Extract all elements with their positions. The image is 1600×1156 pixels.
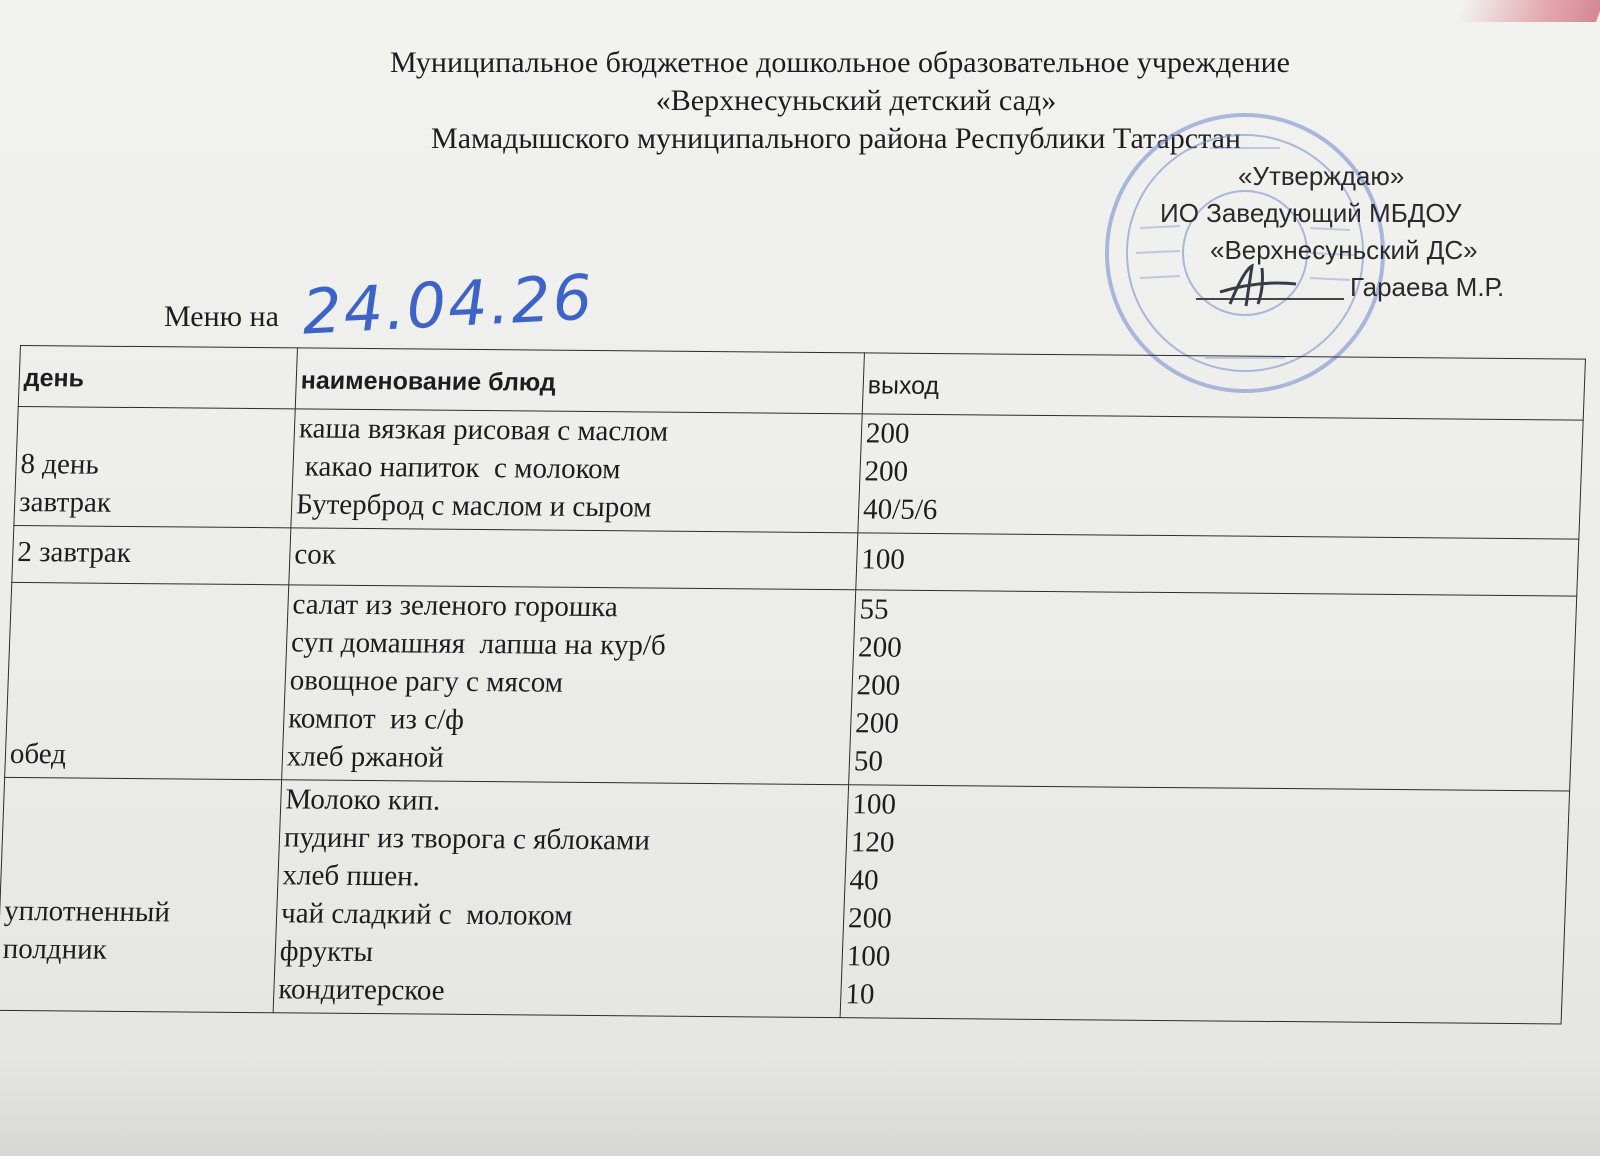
day-cell (0, 777, 282, 1012)
dish-item: каша вязкая рисовая с маслом (298, 412, 669, 448)
dish-item: хлеб пшен. (282, 859, 421, 893)
dish-item: какао напиток с молоком (297, 450, 622, 486)
output-value: 200 (854, 707, 900, 740)
dish-item: сок (293, 538, 337, 571)
menu-table (0, 345, 1586, 1024)
institution-name-line3: Мамадышского муниципального района Республики Татарстан (431, 122, 1241, 155)
menu-date-handwritten: 24.04.26 (300, 260, 596, 349)
dish-item: чай сладкий с молоком (280, 897, 574, 932)
output-value: 100 (846, 940, 891, 973)
dish-cell (289, 528, 858, 590)
paper-shadow (0, 1060, 1600, 1156)
output-value: 100 (851, 788, 897, 821)
output-value: 100 (860, 543, 906, 576)
output-value: 55 (858, 593, 890, 626)
table-row (5, 582, 1577, 791)
day-line: обед (9, 737, 67, 771)
dish-cell (273, 780, 849, 1018)
output-value: 10 (844, 978, 876, 1011)
approval-organization: «Верхнесуньский ДС» (1210, 235, 1478, 265)
dish-item: пудинг из творога с яблоками (283, 821, 651, 857)
day-cell (12, 525, 291, 584)
header-dish-name: наименование блюд (295, 348, 864, 414)
output-cell (858, 414, 1583, 539)
dish-item: Молоко кип. (284, 783, 441, 817)
output-value: 120 (850, 826, 896, 859)
header-day: день (18, 346, 297, 409)
menu-date-label: Меню на (164, 300, 279, 333)
output-cell (856, 533, 1579, 596)
dish-item: Бутерброд с маслом и сыром (295, 488, 653, 524)
day-line: 2 завтрак (16, 535, 132, 569)
output-value: 50 (853, 745, 884, 778)
dish-item: овощное рагу с мясом (289, 664, 564, 699)
table-row (0, 777, 1570, 1024)
output-value: 200 (857, 631, 903, 664)
approval-block (1120, 158, 1540, 306)
dish-cell (282, 585, 856, 785)
output-value: 40/5/6 (862, 493, 938, 527)
output-value: 200 (847, 902, 893, 935)
institution-name-line1: Муниципальное бюджетное дошкольное образовательное учреждение (390, 46, 1290, 79)
day-line: завтрак (18, 486, 112, 519)
approval-position: ИО Заведующий МБДОУ (1160, 198, 1462, 228)
day-line: уплотненный (3, 894, 171, 929)
day-cell (5, 582, 289, 779)
dish-item: кондитерское (277, 973, 446, 1007)
dish-item: хлеб ржаной (286, 740, 445, 774)
dish-item: фрукты (279, 935, 374, 969)
dish-item: суп домашняя лапша на кур/б (290, 626, 667, 662)
header-output: выход (862, 353, 1585, 420)
red-folder-edge (1456, 0, 1600, 22)
dish-item: компот из с/ф (287, 702, 465, 736)
day-line: 8 день (20, 448, 100, 481)
day-line: полдник (2, 932, 108, 966)
output-value: 40 (849, 864, 880, 897)
handwritten-signature-icon (1200, 262, 1310, 312)
approval-title: «Утверждаю» (1238, 161, 1405, 191)
dish-item: салат из зеленого горошка (291, 588, 619, 624)
output-value: 200 (865, 417, 911, 450)
output-value: 200 (856, 669, 901, 702)
institution-name-line2: «Верхнесуньский детский сад» (655, 84, 1057, 117)
day-cell (14, 406, 295, 527)
dish-cell (291, 409, 862, 533)
approval-signatory: Гараева М.Р. (1350, 272, 1505, 302)
output-cell (849, 590, 1577, 791)
output-cell (840, 785, 1570, 1024)
output-value: 200 (864, 455, 909, 488)
table-row (14, 406, 1583, 539)
